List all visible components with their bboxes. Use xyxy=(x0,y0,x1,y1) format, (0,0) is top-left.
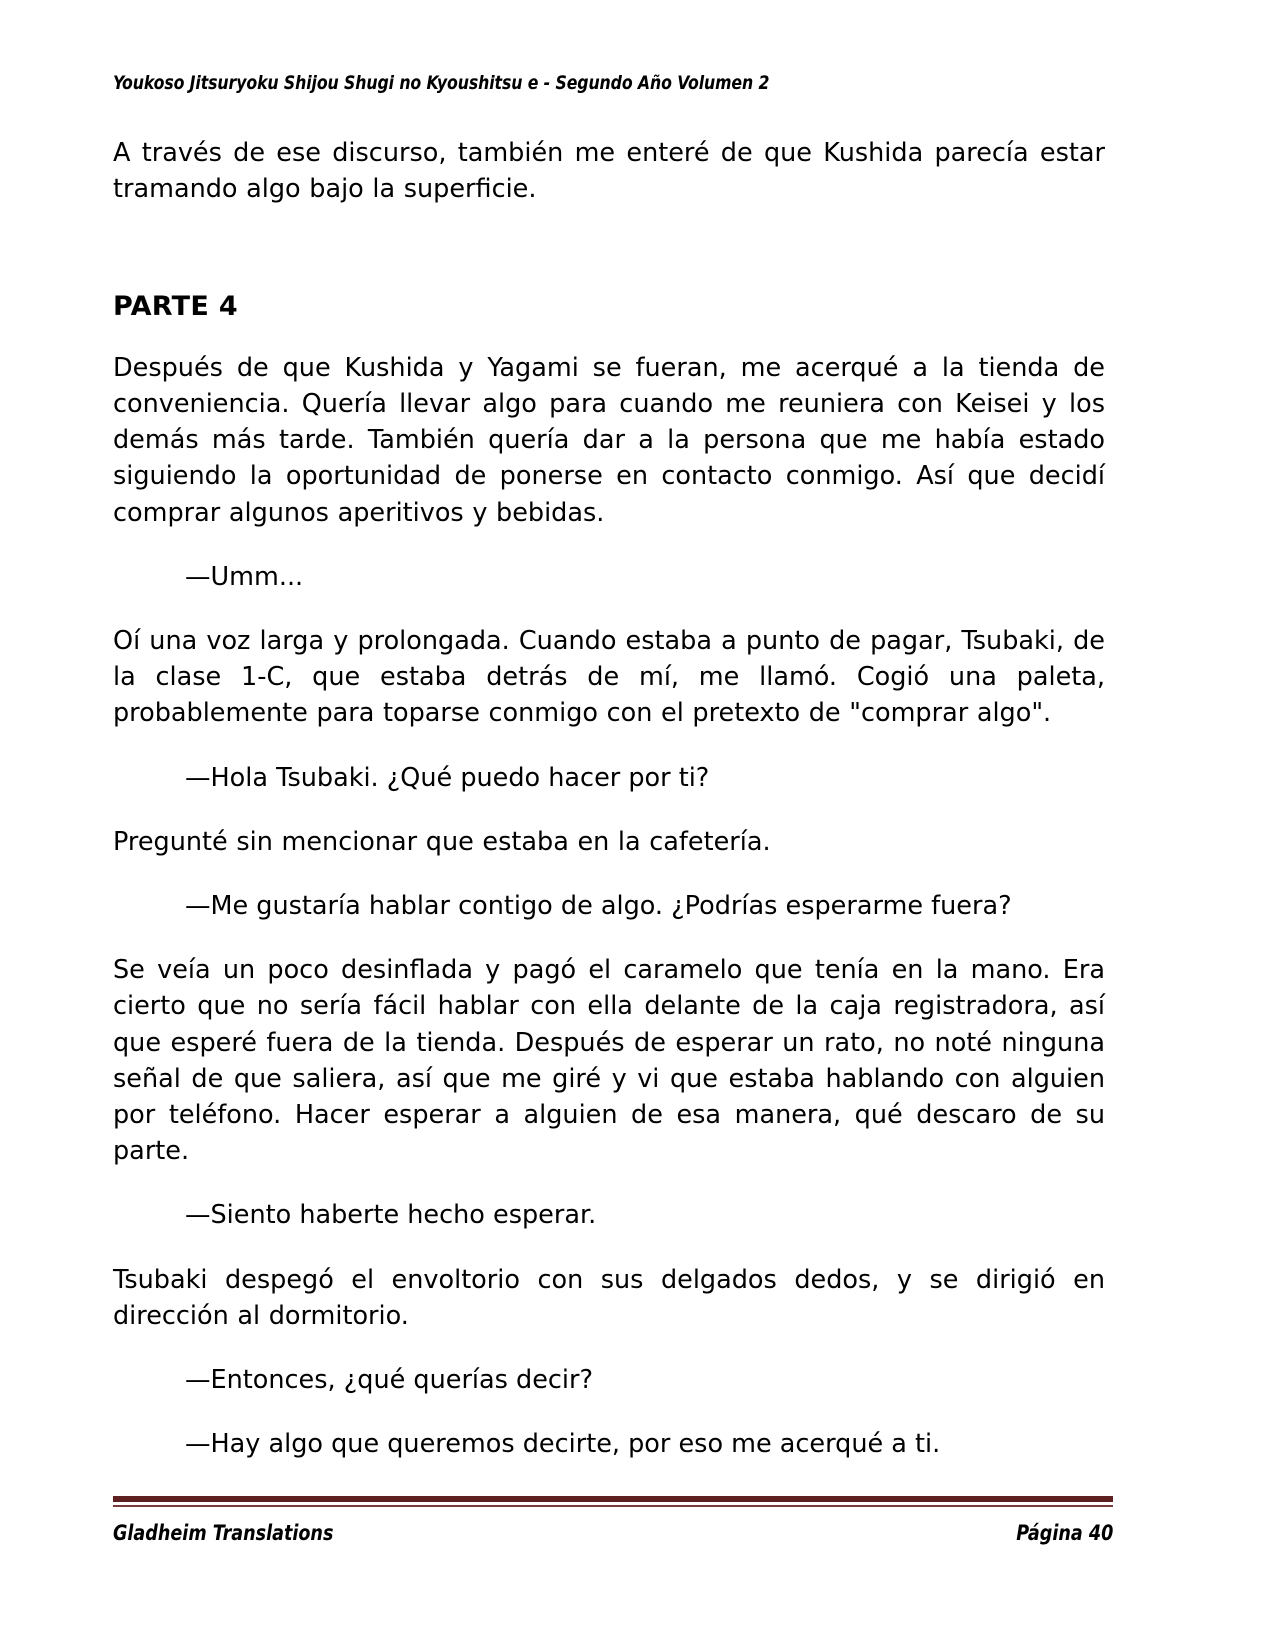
translator-credit: Gladheim Translations xyxy=(113,1521,334,1545)
dialogue-line-5: —Entonces, ¿qué querías decir? xyxy=(185,1365,594,1396)
dialogue-line-6: —Hay algo que queremos decirte, por eso me acerqué a ti. xyxy=(185,1429,941,1460)
page-header xyxy=(113,72,1133,94)
footer-row xyxy=(113,1521,1113,1545)
paragraph-3: Pregunté sin mencionar que estaba en la cafetería. xyxy=(113,826,771,857)
page-content xyxy=(113,135,1105,1490)
dialogue-line-2: —Hola Tsubaki. ¿Qué puedo hacer por ti? xyxy=(185,762,710,793)
dialogue-line-1: —Umm... xyxy=(185,561,304,592)
paragraph-4: Se veía un poco desinflada y pagó el caramelo que tenía en la mano. Era cierto que no sería fácil hablar con ella delante de la caja registradora, así que esperé fuera de la tienda. Después de esperar un rato, no noté ninguna señal de que saliera, así que me giré y vi que estaba hablando con alguien por teléfono. Hacer esperar a alguien de esa manera, qué descaro de su parte. xyxy=(113,955,1105,1167)
paragraph-5: Tsubaki despegó el envoltorio con sus delgados dedos, y se dirigió en dirección al dormitorio. xyxy=(113,1264,1105,1331)
intro-paragraph: A través de ese discurso, también me enteré de que Kushida parecía estar tramando algo bajo la superficie. xyxy=(113,138,1105,205)
section-heading: PARTE 4 xyxy=(113,291,238,323)
page-footer xyxy=(113,1496,1113,1545)
paragraph-1: Después de que Kushida y Yagami se fueran, me acerqué a la tienda de conveniencia. Quería llevar algo para cuando me reuniera con Keisei y los demás más tarde. También quería dar a la persona que me había estado siguiendo la oportunidad de ponerse en contacto conmigo. Así que decidí comprar algunos aperitivos y bebidas. xyxy=(113,352,1105,528)
page-number: Página 40 xyxy=(1015,1521,1113,1545)
dialogue-line-4: —Siento haberte hecho esperar. xyxy=(185,1200,597,1231)
paragraph-2: Oí una voz larga y prolongada. Cuando estaba a punto de pagar, Tsubaki, de la clase 1-C, que estaba detrás de mí, me llamó. Cogió una paleta, probablemente para toparse conmigo con el pretexto de "comprar algo". xyxy=(113,626,1105,729)
dialogue-line-3: —Me gustaría hablar contigo de algo. ¿Podrías esperarme fuera? xyxy=(185,891,1012,922)
running-title: Youkoso Jitsuryoku Shijou Shugi no Kyoushitsu e - Segundo Año Volumen 2 xyxy=(113,72,770,94)
footer-rule-thin xyxy=(113,1505,1113,1507)
